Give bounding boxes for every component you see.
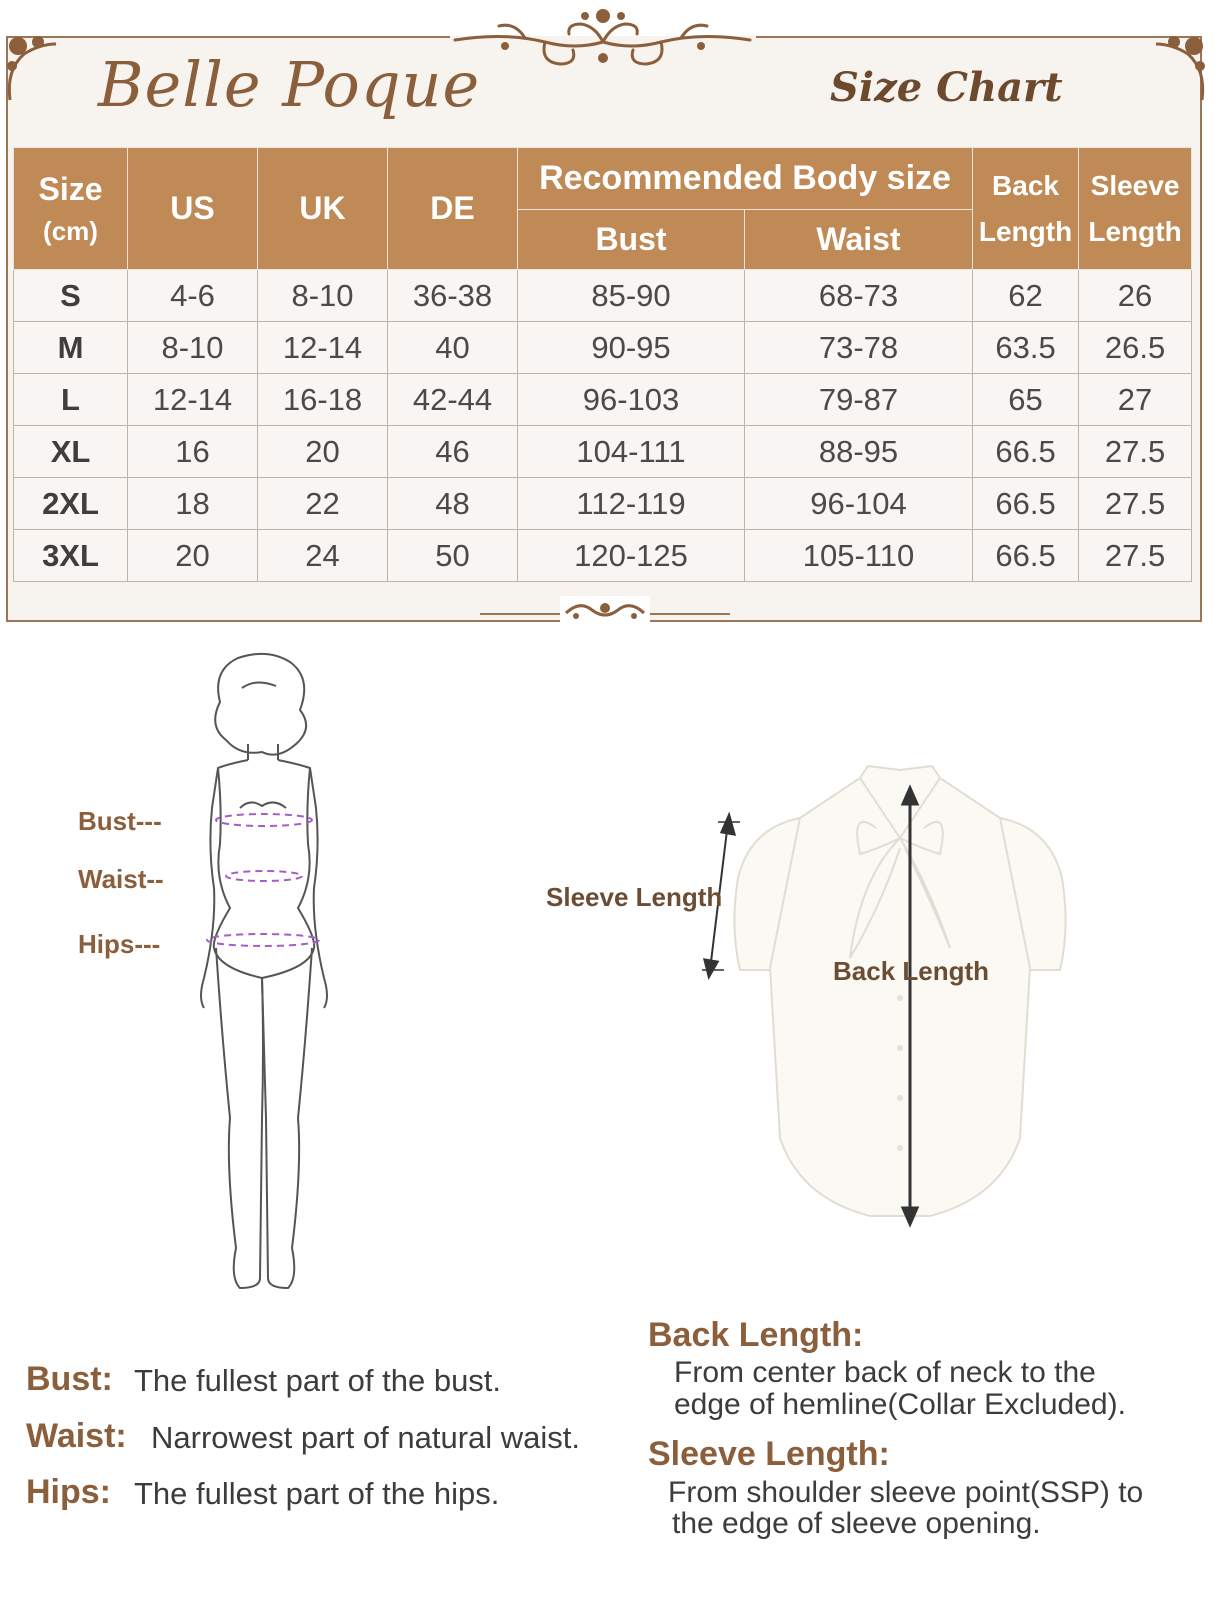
table-cell: 20 (128, 530, 258, 582)
back-length-definition-line2: edge of hemline(Collar Excluded). (674, 1388, 1126, 1421)
waist-definition-text: Narrowest part of natural waist. (151, 1420, 581, 1455)
corner-ornament-right (1152, 30, 1208, 110)
blouse-illustration (700, 758, 1100, 1228)
table-cell: 16-18 (258, 374, 388, 426)
header-back-line2: Length (978, 215, 1073, 247)
header-sleeve-line1: Sleeve (1090, 169, 1180, 201)
header-size-unit: (cm) (43, 215, 98, 246)
table-cell: 48 (388, 478, 518, 530)
table-cell: 66.5 (973, 478, 1079, 530)
table-cell: 26.5 (1079, 322, 1192, 374)
header-sleeve-length (1079, 148, 1192, 270)
table-cell: 18 (128, 478, 258, 530)
header-bust: Bust (518, 210, 745, 270)
top-flourish-ornament (445, 2, 760, 78)
table-row (14, 478, 1192, 530)
table-cell: M (14, 322, 128, 374)
sleeve-length-definition-title: Sleeve Length: (648, 1435, 890, 1473)
figure-waist-label: Waist-- (78, 864, 164, 894)
header-waist: Waist (745, 210, 973, 270)
table-cell: 50 (388, 530, 518, 582)
table-cell: 8-10 (258, 270, 388, 322)
header-size (14, 148, 128, 270)
table-cell: 65 (973, 374, 1079, 426)
table-cell: 68-73 (745, 270, 973, 322)
table-cell: S (14, 270, 128, 322)
table-cell: XL (14, 426, 128, 478)
figure-bust-label: Bust--- (78, 806, 162, 836)
header-size-label: Size (38, 170, 103, 207)
table-cell: 120-125 (518, 530, 745, 582)
panel-top-border-left (6, 36, 450, 38)
table-cell: 27.5 (1079, 426, 1192, 478)
table-cell: L (14, 374, 128, 426)
chart-title: Size Chart (830, 64, 1063, 111)
table-cell: 62 (973, 270, 1079, 322)
bust-definition-text: The fullest part of the bust. (134, 1363, 502, 1398)
brand-logo: Belle Poque (98, 48, 481, 121)
table-cell: 36-38 (388, 270, 518, 322)
table-cell: 27.5 (1079, 478, 1192, 530)
table-cell: 96-103 (518, 374, 745, 426)
table-cell: 8-10 (128, 322, 258, 374)
table-cell: 4-6 (128, 270, 258, 322)
hips-definition-text: The fullest part of the hips. (134, 1476, 500, 1511)
table-cell: 42-44 (388, 374, 518, 426)
corner-ornament-left (4, 30, 60, 110)
header-de: DE (388, 148, 518, 270)
header-back-length (973, 148, 1079, 270)
sleeve-length-definition-line1: From shoulder sleeve point(SSP) to (668, 1476, 1144, 1509)
table-row (14, 374, 1192, 426)
body-figure-illustration (178, 648, 348, 1298)
table-row (14, 426, 1192, 478)
table-row (14, 322, 1192, 374)
waist-definition-term: Waist: (26, 1417, 127, 1455)
table-cell: 105-110 (745, 530, 973, 582)
table-cell: 112-119 (518, 478, 745, 530)
bust-definition-term: Bust: (26, 1360, 113, 1398)
table-cell: 12-14 (258, 322, 388, 374)
table-cell: 3XL (14, 530, 128, 582)
table-cell: 16 (128, 426, 258, 478)
table-cell: 26 (1079, 270, 1192, 322)
table-cell: 27 (1079, 374, 1192, 426)
header-uk: UK (258, 148, 388, 270)
panel-top-border-right (756, 36, 1202, 38)
bottom-divider-ornament (560, 596, 650, 630)
hips-definition-term: Hips: (26, 1473, 111, 1511)
figure-hips-label: Hips--- (78, 929, 161, 959)
table-cell: 66.5 (973, 426, 1079, 478)
table-cell: 79-87 (745, 374, 973, 426)
header-us: US (128, 148, 258, 270)
header-back-line1: Back (992, 169, 1059, 201)
table-cell: 2XL (14, 478, 128, 530)
table-cell: 90-95 (518, 322, 745, 374)
table-cell: 27.5 (1079, 530, 1192, 582)
table-cell: 46 (388, 426, 518, 478)
table-cell: 40 (388, 322, 518, 374)
back-length-definition-line1: From center back of neck to the (674, 1356, 1096, 1389)
table-cell: 85-90 (518, 270, 745, 322)
table-cell: 73-78 (745, 322, 973, 374)
sleeve-length-definition-line2: the edge of sleeve opening. (672, 1507, 1041, 1540)
table-cell: 20 (258, 426, 388, 478)
sleeve-length-label: Sleeve Length (546, 882, 723, 912)
table-cell: 12-14 (128, 374, 258, 426)
table-cell: 96-104 (745, 478, 973, 530)
size-table (13, 147, 1192, 582)
header-sleeve-line2: Length (1088, 215, 1182, 247)
table-cell: 24 (258, 530, 388, 582)
back-length-definition-title: Back Length: (648, 1316, 864, 1354)
header-recommended-body-size: Recommended Body size (518, 148, 973, 210)
table-cell: 66.5 (973, 530, 1079, 582)
table-row (14, 270, 1192, 322)
table-cell: 104-111 (518, 426, 745, 478)
table-row (14, 530, 1192, 582)
table-cell: 22 (258, 478, 388, 530)
back-length-label: Back Length (833, 956, 990, 986)
table-cell: 63.5 (973, 322, 1079, 374)
table-cell: 88-95 (745, 426, 973, 478)
